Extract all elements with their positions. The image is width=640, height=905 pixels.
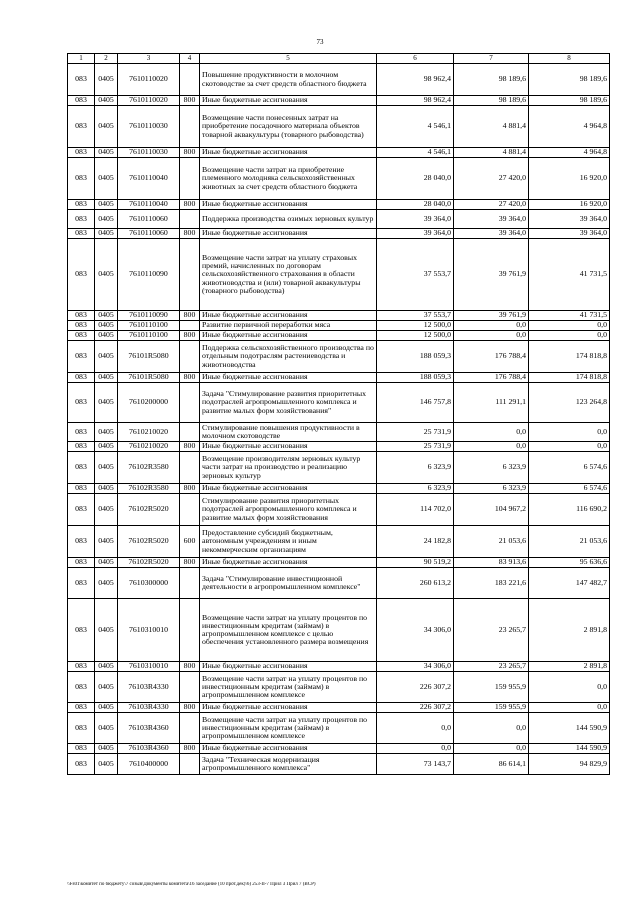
table-row <box>68 383 610 423</box>
amount-year-3-cell: 0,0 <box>529 672 610 703</box>
expense-type-cell <box>180 158 200 200</box>
amount-year-3-cell: 123 264,8 <box>529 383 610 423</box>
expense-type-cell <box>180 568 200 599</box>
amount-year-1-cell: 34 306,0 <box>377 662 454 672</box>
amount-year-2-cell: 23 265,7 <box>454 599 529 662</box>
header-col-3: 3 <box>118 54 180 64</box>
item-name-cell: Поддержка сельскохозяйственного производства по отдельным подотраслям растениеводства и животноводства <box>200 341 377 373</box>
ministry-code-cell: 083 <box>68 526 95 558</box>
amount-year-1-cell: 260 613,2 <box>377 568 454 599</box>
amount-year-1-cell: 90 519,2 <box>377 558 454 568</box>
expense-type-cell <box>180 106 200 148</box>
table-row <box>68 239 610 311</box>
item-name-cell: Задача "Стимулирование развития приоритетных подотраслей агропромышленного комплекса и развитие малых форм хозяйствования" <box>200 383 377 423</box>
table-row <box>68 321 610 331</box>
target-article-cell: 76102R3580 <box>118 484 180 494</box>
expense-type-cell: 800 <box>180 703 200 713</box>
expense-type-cell: 800 <box>180 558 200 568</box>
expense-type-cell <box>180 210 200 229</box>
target-article-cell: 7610110040 <box>118 200 180 210</box>
ministry-code-cell: 083 <box>68 452 95 484</box>
header-col-5: 5 <box>200 54 377 64</box>
target-article-cell: 7610110020 <box>118 64 180 96</box>
amount-year-1-cell: 4 546,1 <box>377 148 454 158</box>
amount-year-2-cell: 0,0 <box>454 331 529 341</box>
expense-type-cell: 800 <box>180 148 200 158</box>
expense-type-cell: 800 <box>180 662 200 672</box>
table-row <box>68 148 610 158</box>
section-code-cell: 0405 <box>95 744 118 754</box>
amount-year-2-cell: 0,0 <box>454 423 529 442</box>
section-code-cell: 0405 <box>95 321 118 331</box>
ministry-code-cell: 083 <box>68 754 95 775</box>
target-article-cell: 7610110090 <box>118 239 180 311</box>
expense-type-cell: 800 <box>180 229 200 239</box>
item-name-cell: Иные бюджетные ассигнования <box>200 331 377 341</box>
section-code-cell: 0405 <box>95 148 118 158</box>
target-article-cell: 7610310010 <box>118 599 180 662</box>
section-code-cell: 0405 <box>95 331 118 341</box>
amount-year-3-cell: 16 920,0 <box>529 200 610 210</box>
expense-type-cell <box>180 341 200 373</box>
table-row <box>68 452 610 484</box>
amount-year-1-cell: 6 323,9 <box>377 484 454 494</box>
table-row <box>68 106 610 148</box>
table-row <box>68 494 610 526</box>
table-row <box>68 568 610 599</box>
amount-year-1-cell: 0,0 <box>377 744 454 754</box>
section-code-cell: 0405 <box>95 239 118 311</box>
header-col-8: 8 <box>529 54 610 64</box>
item-name-cell: Иные бюджетные ассигнования <box>200 200 377 210</box>
table-row <box>68 373 610 383</box>
expense-type-cell <box>180 599 200 662</box>
header-col-6: 6 <box>377 54 454 64</box>
target-article-cell: 76101R5080 <box>118 341 180 373</box>
amount-year-3-cell: 116 690,2 <box>529 494 610 526</box>
amount-year-3-cell: 174 818,8 <box>529 373 610 383</box>
amount-year-3-cell: 0,0 <box>529 331 610 341</box>
target-article-cell: 7610110030 <box>118 106 180 148</box>
table-row <box>68 64 610 96</box>
ministry-code-cell: 083 <box>68 713 95 744</box>
expense-type-cell: 800 <box>180 744 200 754</box>
target-article-cell: 7610110100 <box>118 321 180 331</box>
table-row <box>68 703 610 713</box>
table-row <box>68 442 610 452</box>
ministry-code-cell: 083 <box>68 106 95 148</box>
amount-year-3-cell: 41 731,5 <box>529 239 610 311</box>
section-code-cell: 0405 <box>95 210 118 229</box>
item-name-cell: Иные бюджетные ассигнования <box>200 148 377 158</box>
target-article-cell: 76101R5080 <box>118 373 180 383</box>
amount-year-2-cell: 27 420,0 <box>454 200 529 210</box>
target-article-cell: 76103R4360 <box>118 713 180 744</box>
section-code-cell: 0405 <box>95 662 118 672</box>
section-code-cell: 0405 <box>95 672 118 703</box>
ministry-code-cell: 083 <box>68 148 95 158</box>
amount-year-1-cell: 0,0 <box>377 713 454 744</box>
amount-year-2-cell: 6 323,9 <box>454 452 529 484</box>
amount-year-3-cell: 95 636,6 <box>529 558 610 568</box>
item-name-cell: Стимулирование повышения продуктивности в молочном скотоводстве <box>200 423 377 442</box>
expense-type-cell: 800 <box>180 331 200 341</box>
expense-type-cell: 800 <box>180 311 200 321</box>
table-row <box>68 662 610 672</box>
amount-year-2-cell: 39 364,0 <box>454 229 529 239</box>
expense-type-cell <box>180 672 200 703</box>
ministry-code-cell: 083 <box>68 599 95 662</box>
amount-year-3-cell: 4 964,8 <box>529 148 610 158</box>
expense-type-cell <box>180 321 200 331</box>
amount-year-2-cell: 6 323,9 <box>454 484 529 494</box>
section-code-cell: 0405 <box>95 373 118 383</box>
item-name-cell: Поддержка производства озимых зерновых культур <box>200 210 377 229</box>
target-article-cell: 7610300000 <box>118 568 180 599</box>
amount-year-3-cell: 0,0 <box>529 703 610 713</box>
section-code-cell: 0405 <box>95 64 118 96</box>
target-article-cell: 7610110020 <box>118 96 180 106</box>
amount-year-3-cell: 6 574,6 <box>529 484 610 494</box>
ministry-code-cell: 083 <box>68 341 95 373</box>
target-article-cell: 76103R4330 <box>118 703 180 713</box>
table-row <box>68 96 610 106</box>
amount-year-2-cell: 0,0 <box>454 744 529 754</box>
amount-year-3-cell: 41 731,5 <box>529 311 610 321</box>
ministry-code-cell: 083 <box>68 96 95 106</box>
expense-type-cell: 800 <box>180 484 200 494</box>
ministry-code-cell: 083 <box>68 494 95 526</box>
ministry-code-cell: 083 <box>68 662 95 672</box>
section-code-cell: 0405 <box>95 494 118 526</box>
amount-year-3-cell: 0,0 <box>529 423 610 442</box>
table-row <box>68 158 610 200</box>
table-row <box>68 484 610 494</box>
amount-year-3-cell: 6 574,6 <box>529 452 610 484</box>
amount-year-3-cell: 39 364,0 <box>529 210 610 229</box>
target-article-cell: 7610110030 <box>118 148 180 158</box>
table-row <box>68 526 610 558</box>
item-name-cell: Задача "Техническая модернизация агропромышленного комплекса" <box>200 754 377 775</box>
amount-year-3-cell: 94 829,9 <box>529 754 610 775</box>
expense-type-cell <box>180 383 200 423</box>
target-article-cell: 7610110040 <box>118 158 180 200</box>
table-row <box>68 229 610 239</box>
amount-year-2-cell: 104 967,2 <box>454 494 529 526</box>
expense-type-cell <box>180 754 200 775</box>
ministry-code-cell: 083 <box>68 744 95 754</box>
table-row <box>68 713 610 744</box>
amount-year-1-cell: 73 143,7 <box>377 754 454 775</box>
table-row <box>68 200 610 210</box>
amount-year-2-cell: 0,0 <box>454 321 529 331</box>
amount-year-2-cell: 0,0 <box>454 442 529 452</box>
section-code-cell: 0405 <box>95 568 118 599</box>
target-article-cell: 76103R4360 <box>118 744 180 754</box>
ministry-code-cell: 083 <box>68 229 95 239</box>
section-code-cell: 0405 <box>95 452 118 484</box>
amount-year-3-cell: 98 189,6 <box>529 64 610 96</box>
file-path-footer: \\Fs01\комитет по бюджету\7 созыв\Документы комитета\16 заседание (10 прот.дек)\6) 253-II-7 Прил 3 Прил 7 (ВСР) <box>67 882 316 887</box>
ministry-code-cell: 083 <box>68 311 95 321</box>
section-code-cell: 0405 <box>95 96 118 106</box>
amount-year-2-cell: 183 221,6 <box>454 568 529 599</box>
amount-year-2-cell: 86 614,1 <box>454 754 529 775</box>
item-name-cell: Возмещение части затрат на уплату процентов по инвестиционным кредитам (займам) в агропромышленном комплексе с целью обеспечения установленного размера возмещения <box>200 599 377 662</box>
amount-year-2-cell: 111 291,1 <box>454 383 529 423</box>
amount-year-1-cell: 188 059,3 <box>377 341 454 373</box>
ministry-code-cell: 083 <box>68 239 95 311</box>
item-name-cell: Стимулирование развития приоритетных подотраслей агропромышленного комплекса и развитие малых форм хозяйствования <box>200 494 377 526</box>
amount-year-3-cell: 0,0 <box>529 442 610 452</box>
target-article-cell: 7610110060 <box>118 210 180 229</box>
amount-year-3-cell: 98 189,6 <box>529 96 610 106</box>
item-name-cell: Иные бюджетные ассигнования <box>200 96 377 106</box>
item-name-cell: Возмещение части затрат на приобретение племенного молодняка сельскохозяйственных животных за счет средств областного бюджета <box>200 158 377 200</box>
amount-year-1-cell: 98 962,4 <box>377 96 454 106</box>
table-row <box>68 599 610 662</box>
section-code-cell: 0405 <box>95 703 118 713</box>
amount-year-2-cell: 4 881,4 <box>454 148 529 158</box>
item-name-cell: Иные бюджетные ассигнования <box>200 442 377 452</box>
amount-year-2-cell: 4 881,4 <box>454 106 529 148</box>
amount-year-3-cell: 4 964,8 <box>529 106 610 148</box>
target-article-cell: 7610110090 <box>118 311 180 321</box>
amount-year-2-cell: 39 761,9 <box>454 311 529 321</box>
target-article-cell: 76103R4330 <box>118 672 180 703</box>
amount-year-1-cell: 98 962,4 <box>377 64 454 96</box>
table-row <box>68 744 610 754</box>
item-name-cell: Возмещение части затрат на уплату процентов по инвестиционным кредитам (займам) в агропромышленном комплексе <box>200 672 377 703</box>
amount-year-2-cell: 98 189,6 <box>454 96 529 106</box>
amount-year-3-cell: 2 891,8 <box>529 662 610 672</box>
section-code-cell: 0405 <box>95 311 118 321</box>
table-row <box>68 754 610 775</box>
budget-table <box>67 53 610 775</box>
amount-year-1-cell: 25 731,9 <box>377 442 454 452</box>
amount-year-3-cell: 144 590,9 <box>529 713 610 744</box>
target-article-cell: 76102R3580 <box>118 452 180 484</box>
section-code-cell: 0405 <box>95 158 118 200</box>
amount-year-1-cell: 12 500,0 <box>377 331 454 341</box>
ministry-code-cell: 083 <box>68 158 95 200</box>
table-row <box>68 311 610 321</box>
item-name-cell: Развитие первичной переработки мяса <box>200 321 377 331</box>
item-name-cell: Возмещение части затрат на уплату страховых премий, начисленных по договорам сельскохозяйственного страхования в области животноводства и (или) товарной аквакультуры (товарного рыбоводства) <box>200 239 377 311</box>
item-name-cell: Повышение продуктивности в молочном скотоводстве за счет средств областного бюджета <box>200 64 377 96</box>
expense-type-cell: 800 <box>180 373 200 383</box>
amount-year-2-cell: 159 955,9 <box>454 703 529 713</box>
amount-year-1-cell: 24 182,8 <box>377 526 454 558</box>
amount-year-2-cell: 39 364,0 <box>454 210 529 229</box>
section-code-cell: 0405 <box>95 341 118 373</box>
amount-year-2-cell: 176 788,4 <box>454 373 529 383</box>
page-number: 73 <box>316 38 324 46</box>
expense-type-cell: 800 <box>180 96 200 106</box>
header-col-2: 2 <box>95 54 118 64</box>
amount-year-1-cell: 188 059,3 <box>377 373 454 383</box>
section-code-cell: 0405 <box>95 442 118 452</box>
expense-type-cell <box>180 713 200 744</box>
target-article-cell: 7610210020 <box>118 423 180 442</box>
amount-year-2-cell: 176 788,4 <box>454 341 529 373</box>
amount-year-3-cell: 0,0 <box>529 321 610 331</box>
amount-year-1-cell: 39 364,0 <box>377 229 454 239</box>
amount-year-1-cell: 34 306,0 <box>377 599 454 662</box>
amount-year-1-cell: 28 040,0 <box>377 158 454 200</box>
table-header-row <box>68 54 610 64</box>
expense-type-cell <box>180 452 200 484</box>
table-row <box>68 341 610 373</box>
expense-type-cell <box>180 423 200 442</box>
amount-year-3-cell: 147 482,7 <box>529 568 610 599</box>
ministry-code-cell: 083 <box>68 64 95 96</box>
amount-year-1-cell: 226 307,2 <box>377 672 454 703</box>
amount-year-1-cell: 114 702,0 <box>377 494 454 526</box>
section-code-cell: 0405 <box>95 754 118 775</box>
ministry-code-cell: 083 <box>68 331 95 341</box>
item-name-cell: Возмещение производителям зерновых культур части затрат на производство и реализацию зерновых культур <box>200 452 377 484</box>
amount-year-1-cell: 6 323,9 <box>377 452 454 484</box>
header-col-7: 7 <box>454 54 529 64</box>
amount-year-3-cell: 174 818,8 <box>529 341 610 373</box>
amount-year-2-cell: 159 955,9 <box>454 672 529 703</box>
amount-year-2-cell: 27 420,0 <box>454 158 529 200</box>
amount-year-2-cell: 21 053,6 <box>454 526 529 558</box>
expense-type-cell <box>180 64 200 96</box>
ministry-code-cell: 083 <box>68 373 95 383</box>
item-name-cell: Иные бюджетные ассигнования <box>200 311 377 321</box>
target-article-cell: 7610200000 <box>118 383 180 423</box>
item-name-cell: Иные бюджетные ассигнования <box>200 703 377 713</box>
section-code-cell: 0405 <box>95 526 118 558</box>
ministry-code-cell: 083 <box>68 210 95 229</box>
amount-year-3-cell: 16 920,0 <box>529 158 610 200</box>
section-code-cell: 0405 <box>95 383 118 423</box>
ministry-code-cell: 083 <box>68 321 95 331</box>
target-article-cell: 7610400000 <box>118 754 180 775</box>
item-name-cell: Иные бюджетные ассигнования <box>200 744 377 754</box>
section-code-cell: 0405 <box>95 229 118 239</box>
header-col-1: 1 <box>68 54 95 64</box>
table-row <box>68 210 610 229</box>
item-name-cell: Иные бюджетные ассигнования <box>200 373 377 383</box>
target-article-cell: 7610310010 <box>118 662 180 672</box>
amount-year-2-cell: 39 761,9 <box>454 239 529 311</box>
section-code-cell: 0405 <box>95 713 118 744</box>
section-code-cell: 0405 <box>95 599 118 662</box>
amount-year-2-cell: 23 265,7 <box>454 662 529 672</box>
ministry-code-cell: 083 <box>68 568 95 599</box>
amount-year-2-cell: 98 189,6 <box>454 64 529 96</box>
table-row <box>68 672 610 703</box>
target-article-cell: 7610110060 <box>118 229 180 239</box>
ministry-code-cell: 083 <box>68 383 95 423</box>
amount-year-1-cell: 37 553,7 <box>377 239 454 311</box>
target-article-cell: 76102R5020 <box>118 494 180 526</box>
amount-year-2-cell: 0,0 <box>454 713 529 744</box>
ministry-code-cell: 083 <box>68 200 95 210</box>
section-code-cell: 0405 <box>95 484 118 494</box>
amount-year-3-cell: 39 364,0 <box>529 229 610 239</box>
amount-year-3-cell: 2 891,8 <box>529 599 610 662</box>
table-row <box>68 558 610 568</box>
expense-type-cell: 800 <box>180 200 200 210</box>
expense-type-cell: 800 <box>180 442 200 452</box>
target-article-cell: 76102R5020 <box>118 526 180 558</box>
ministry-code-cell: 083 <box>68 484 95 494</box>
ministry-code-cell: 083 <box>68 423 95 442</box>
amount-year-2-cell: 83 913,6 <box>454 558 529 568</box>
amount-year-1-cell: 25 731,9 <box>377 423 454 442</box>
amount-year-1-cell: 4 546,1 <box>377 106 454 148</box>
ministry-code-cell: 083 <box>68 672 95 703</box>
item-name-cell: Иные бюджетные ассигнования <box>200 484 377 494</box>
item-name-cell: Иные бюджетные ассигнования <box>200 558 377 568</box>
ministry-code-cell: 083 <box>68 558 95 568</box>
amount-year-1-cell: 39 364,0 <box>377 210 454 229</box>
item-name-cell: Иные бюджетные ассигнования <box>200 229 377 239</box>
amount-year-1-cell: 226 307,2 <box>377 703 454 713</box>
table-row <box>68 331 610 341</box>
table-row <box>68 423 610 442</box>
expense-type-cell <box>180 494 200 526</box>
amount-year-3-cell: 144 590,9 <box>529 744 610 754</box>
item-name-cell: Иные бюджетные ассигнования <box>200 662 377 672</box>
item-name-cell: Возмещение части затрат на уплату процентов по инвестиционным кредитам (займам) в агропромышленном комплексе <box>200 713 377 744</box>
amount-year-1-cell: 12 500,0 <box>377 321 454 331</box>
section-code-cell: 0405 <box>95 558 118 568</box>
target-article-cell: 7610110100 <box>118 331 180 341</box>
expense-type-cell <box>180 239 200 311</box>
target-article-cell: 76102R5020 <box>118 558 180 568</box>
amount-year-1-cell: 28 040,0 <box>377 200 454 210</box>
item-name-cell: Предоставление субсидий бюджетным, автономным учреждениям и иным некоммерческим организациям <box>200 526 377 558</box>
ministry-code-cell: 083 <box>68 442 95 452</box>
section-code-cell: 0405 <box>95 200 118 210</box>
expense-type-cell: 600 <box>180 526 200 558</box>
header-col-4: 4 <box>180 54 200 64</box>
target-article-cell: 7610210020 <box>118 442 180 452</box>
item-name-cell: Задача "Стимулирование инвестиционной деятельности в агропромышленном комплексе" <box>200 568 377 599</box>
amount-year-1-cell: 146 757,8 <box>377 383 454 423</box>
amount-year-3-cell: 21 053,6 <box>529 526 610 558</box>
section-code-cell: 0405 <box>95 423 118 442</box>
section-code-cell: 0405 <box>95 106 118 148</box>
amount-year-1-cell: 37 553,7 <box>377 311 454 321</box>
ministry-code-cell: 083 <box>68 703 95 713</box>
item-name-cell: Возмещение части понесенных затрат на приобретение посадочного материала объектов товарной аквакультуры (товарного рыбоводства) <box>200 106 377 148</box>
